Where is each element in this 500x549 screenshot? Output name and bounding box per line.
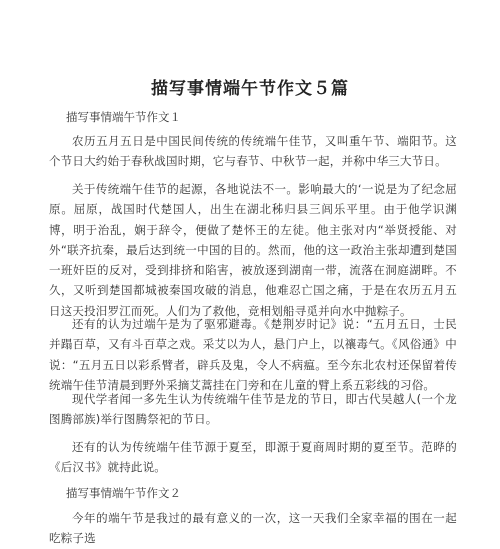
document-title: 描写事情端午节作文５篇 [151, 79, 349, 99]
section-heading-2: 描写事情端午节作文２ [66, 486, 181, 500]
paragraph-4: 现代学者闻一多先生认为传统端午佳节是龙的节日，即古代吴越人(一个龙图腾部族)举行图腾祭祀的节日。 [49, 392, 457, 427]
paragraph-5: 还有的认为传统端午佳节源于夏至，即源于夏商周时期的夏至节。范晔的《后汉书》就持此说。 [49, 440, 457, 475]
section-heading-1: 描写事情端午节作文１ [66, 110, 181, 124]
paragraph-3: 还有的认为过端午是为了驱邪避毒。《楚荆岁时记》说：“五月五日，士民并蹋百草，又有斗百草之戏。采艾以为人，悬门户上，以禳毒气。《风俗通》中说：“五月五日以彩系臂者，辟兵及鬼，令人不病瘟。至今东北农村还保留着传统端午佳节清晨到野外采摘艾蒿挂在门旁和在儿童的臂上系五彩线的习俗。 [49, 317, 457, 392]
paragraph-2: 关于传统端午佳节的起源，各地说法不一。影响最大的‘一说是为了纪念屈原。屈原，战国时代楚国人，出生在湖北秭归县三闾乐平里。由于他学识渊博，明于治乱，娴于辞令，便做了楚怀王的左徒。他主张对内“举贤授能、对外“联齐抗秦，最后达到统一中国的目的。然而，他的这一政治主张却遭到楚国一班奸臣的反对，受到排挤和陷害，被放逐到湖南一带，流落在洞庭湖畔。不久，又听到楚国都城被秦国攻破的消息，他难忍亡国之痛，于是在农历五月五日这天投汨罗江而死。人们为了救他，竞相划船寻觅并向水中抛粽子。 [49, 182, 457, 318]
paragraph-1: 农历五月五日是中国民间传统的传统端午佳节，又叫重午节、端阳节。这个节日大约始于春秋战国时期，它与春节、中秋节一起，并称中华三大节日。 [49, 134, 457, 169]
paragraph-6: 今年的端午节是我过的最有意义的一次，这一天我们全家幸福的围在一起吃粽子选 [49, 511, 457, 546]
